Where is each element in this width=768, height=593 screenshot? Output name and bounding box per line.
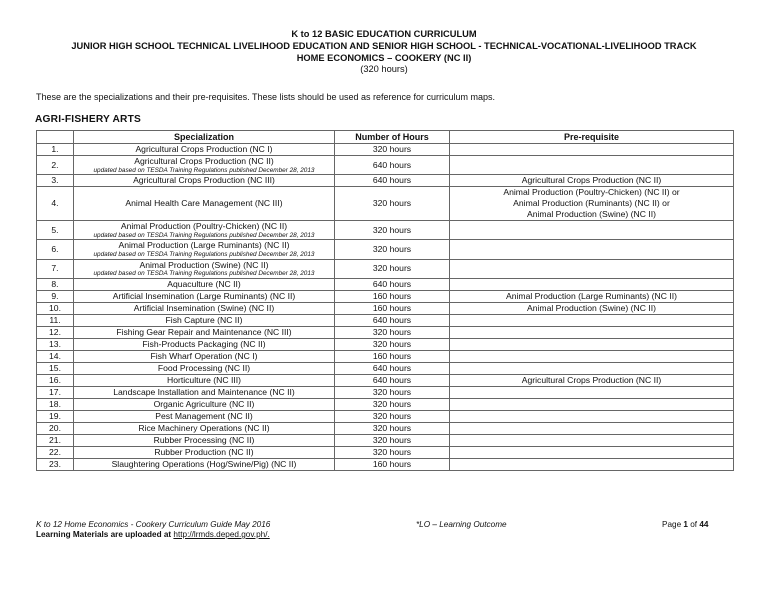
prerequisite-cell: [450, 314, 734, 326]
intro-paragraph: These are the specializations and their pre-requisites. These lists should be used as reference for curriculum maps.: [36, 92, 496, 102]
row-number-cell: 22.: [37, 446, 74, 458]
column-header-prerequisite: Pre-requisite: [450, 131, 734, 144]
table-row: [37, 350, 734, 362]
hours-cell: 320 hours: [335, 386, 450, 398]
specialization-cell: [74, 398, 335, 410]
prerequisite-cell: [450, 144, 734, 156]
hours-cell: 320 hours: [335, 144, 450, 156]
hours-cell: 640 hours: [335, 374, 450, 386]
table-row: [37, 386, 734, 398]
prerequisite-cell: [450, 240, 734, 259]
table-row: [37, 374, 734, 386]
specialization-text: Artificial Insemination (Large Ruminants) (NC II): [112, 291, 296, 302]
title-line-1: K to 12 BASIC EDUCATION CURRICULUM: [291, 29, 477, 39]
document-header: [0, 29, 768, 76]
title-hours: (320 hours): [360, 64, 408, 75]
specialization-cell: [74, 362, 335, 374]
prerequisite-cell: [450, 398, 734, 410]
specialization-note: updated based on TESDA Training Regulations published December 28, 2013: [93, 250, 315, 258]
specialization-text: Rubber Production (NC II): [154, 447, 254, 458]
section-heading: AGRI-FISHERY ARTS: [35, 114, 142, 125]
row-number-cell: 20.: [37, 422, 74, 434]
row-number-cell: 8.: [37, 278, 74, 290]
hours-cell: 320 hours: [335, 240, 450, 259]
table-row: [37, 326, 734, 338]
footer-materials-text: Learning Materials are uploaded at: [36, 530, 174, 539]
table-body: [37, 144, 734, 471]
lrmds-link[interactable]: http://lrmds.deped.gov.ph/.: [173, 530, 270, 539]
prerequisite-cell: [450, 278, 734, 290]
row-number-cell: 18.: [37, 398, 74, 410]
hours-cell: 160 hours: [335, 350, 450, 362]
specialization-text: Fish-Products Packaging (NC II): [142, 339, 266, 350]
specialization-cell: [74, 410, 335, 422]
table-row: [37, 362, 734, 374]
specialization-text: Fishing Gear Repair and Maintenance (NC III): [116, 327, 292, 338]
prerequisite-cell: [450, 259, 734, 278]
specialization-cell: [74, 240, 335, 259]
prerequisite-line: Animal Production (Ruminants) (NC II) or: [513, 198, 670, 209]
row-number-cell: 3.: [37, 175, 74, 187]
prerequisite-line: Animal Production (Large Ruminants) (NC II): [506, 291, 677, 302]
hours-cell: 160 hours: [335, 290, 450, 302]
row-number-cell: 17.: [37, 386, 74, 398]
row-number-cell: 11.: [37, 314, 74, 326]
specialization-text: Animal Production (Large Ruminants) (NC II): [118, 240, 290, 251]
table-row: [37, 422, 734, 434]
specialization-text: Rubber Processing (NC II): [153, 435, 255, 446]
specialization-cell: [74, 458, 335, 470]
prerequisite-cell: [450, 434, 734, 446]
row-number-cell: 5.: [37, 220, 74, 239]
table-row: [37, 290, 734, 302]
specialization-cell: [74, 386, 335, 398]
row-number-cell: 2.: [37, 156, 74, 175]
specialization-cell: [74, 175, 335, 187]
page-of-label: of: [687, 520, 700, 529]
hours-cell: 640 hours: [335, 156, 450, 175]
title-line-2: JUNIOR HIGH SCHOOL TECHNICAL LIVELIHOOD EDUCATION AND SENIOR HIGH SCHOOL - TECHNICAL-VOCATIONAL-LIVELIHOOD TRACK: [71, 40, 697, 51]
specialization-cell: [74, 259, 335, 278]
hours-cell: 320 hours: [335, 326, 450, 338]
specialization-cell: [74, 434, 335, 446]
table-row: [37, 458, 734, 470]
table-row: [37, 410, 734, 422]
table-row: [37, 259, 734, 278]
specialization-text: Agricultural Crops Production (NC II): [134, 156, 274, 166]
row-number-cell: 9.: [37, 290, 74, 302]
table-row: [37, 398, 734, 410]
table-row: [37, 446, 734, 458]
prerequisite-line: Animal Production (Swine) (NC II): [527, 208, 656, 219]
hours-cell: 320 hours: [335, 338, 450, 350]
specialization-text: Pest Management (NC II): [155, 411, 253, 422]
page-label: Page: [662, 520, 684, 529]
table-row: [37, 240, 734, 259]
prerequisite-cell: [450, 350, 734, 362]
specialization-text: Animal Production (Swine) (NC II): [139, 259, 269, 270]
prerequisite-cell: [450, 386, 734, 398]
prerequisite-cell: [450, 374, 734, 386]
specialization-cell: [74, 290, 335, 302]
prerequisite-cell: [450, 220, 734, 239]
specialization-cell: [74, 314, 335, 326]
hours-cell: 320 hours: [335, 446, 450, 458]
specialization-text: Landscape Installation and Maintenance (NC II): [113, 387, 295, 398]
table-row: [37, 434, 734, 446]
specialization-text: Aquaculture (NC II): [167, 279, 241, 290]
row-number-cell: 15.: [37, 362, 74, 374]
specialization-cell: [74, 220, 335, 239]
specialization-text: Animal Production (Poultry-Chicken) (NC II): [120, 220, 288, 231]
footer-materials-line: [36, 530, 270, 539]
column-header-hours: Number of Hours: [335, 131, 450, 144]
row-number-cell: 6.: [37, 240, 74, 259]
prerequisite-cell: [450, 175, 734, 187]
prerequisite-cell: [450, 410, 734, 422]
page-number-indicator: [662, 520, 708, 529]
row-number-cell: 19.: [37, 410, 74, 422]
specialization-text: Fish Wharf Operation (NC I): [150, 351, 258, 362]
footer-guide-title: K to 12 Home Economics - Cookery Curriculum Guide May 2016: [36, 520, 271, 529]
specialization-text: Agricultural Crops Production (NC I): [135, 144, 273, 155]
table-row: [37, 156, 734, 175]
row-number-cell: 7.: [37, 259, 74, 278]
specializations-table: [36, 130, 734, 471]
prerequisite-cell: [450, 302, 734, 314]
row-number-cell: 14.: [37, 350, 74, 362]
page-total: 44: [699, 520, 709, 529]
specialization-cell: [74, 350, 335, 362]
table-row: [37, 314, 734, 326]
specialization-note: updated based on TESDA Training Regulations published December 28, 2013: [93, 270, 315, 278]
hours-cell: 320 hours: [335, 220, 450, 239]
specialization-text: Rice Machinery Operations (NC II): [138, 423, 270, 434]
specialization-cell: [74, 278, 335, 290]
row-number-cell: 13.: [37, 338, 74, 350]
row-number-cell: 10.: [37, 302, 74, 314]
prerequisite-line: Animal Production (Swine) (NC II): [527, 303, 656, 314]
table-row: [37, 220, 734, 239]
specialization-cell: [74, 302, 335, 314]
hours-cell: 320 hours: [335, 187, 450, 220]
prerequisite-line: Agricultural Crops Production (NC II): [521, 375, 662, 386]
specialization-cell: [74, 187, 335, 220]
hours-cell: 160 hours: [335, 302, 450, 314]
hours-cell: 320 hours: [335, 434, 450, 446]
table-row: [37, 302, 734, 314]
row-number-cell: 1.: [37, 144, 74, 156]
table-row: [37, 278, 734, 290]
prerequisite-cell: [450, 458, 734, 470]
table-row: [37, 144, 734, 156]
specialization-cell: [74, 446, 335, 458]
hours-cell: 320 hours: [335, 398, 450, 410]
prerequisite-cell: [450, 446, 734, 458]
specialization-cell: [74, 144, 335, 156]
footer-lo-note: *LO – Learning Outcome: [416, 520, 507, 529]
column-header-number: [37, 131, 74, 144]
row-number-cell: 4.: [37, 187, 74, 220]
table-row: [37, 338, 734, 350]
prerequisite-cell: [450, 422, 734, 434]
column-header-specialization: Specialization: [74, 131, 335, 144]
specialization-text: Animal Health Care Management (NC III): [125, 198, 283, 209]
row-number-cell: 12.: [37, 326, 74, 338]
specialization-cell: [74, 326, 335, 338]
table-row: [37, 187, 734, 220]
title-line-3: HOME ECONOMICS – COOKERY (NC II): [296, 52, 472, 63]
specialization-cell: [74, 338, 335, 350]
specialization-cell: [74, 422, 335, 434]
specialization-cell: [74, 374, 335, 386]
prerequisite-cell: [450, 326, 734, 338]
hours-cell: 320 hours: [335, 259, 450, 278]
hours-cell: 640 hours: [335, 278, 450, 290]
hours-cell: 640 hours: [335, 175, 450, 187]
hours-cell: 640 hours: [335, 362, 450, 374]
prerequisite-cell: [450, 156, 734, 175]
page-current: 1: [683, 520, 688, 529]
prerequisite-line: Agricultural Crops Production (NC II): [521, 175, 662, 186]
specialization-cell: [74, 156, 335, 175]
specialization-note: updated based on TESDA Training Regulations published December 28, 2013: [93, 166, 315, 174]
hours-cell: 320 hours: [335, 422, 450, 434]
hours-cell: 640 hours: [335, 314, 450, 326]
specialization-text: Food Processing (NC II): [157, 363, 251, 374]
specialization-text: Agricultural Crops Production (NC III): [133, 175, 275, 186]
specialization-text: Horticulture (NC III): [166, 375, 241, 386]
hours-cell: 320 hours: [335, 410, 450, 422]
prerequisite-line: Animal Production (Poultry-Chicken) (NC II) or: [503, 187, 680, 198]
row-number-cell: 16.: [37, 374, 74, 386]
specialization-note: updated based on TESDA Training Regulations published December 28, 2013: [93, 231, 315, 239]
specialization-text: Organic Agriculture (NC II): [153, 399, 255, 410]
row-number-cell: 21.: [37, 434, 74, 446]
table-header-row: [37, 131, 734, 144]
prerequisite-cell: [450, 362, 734, 374]
hours-cell: 160 hours: [335, 458, 450, 470]
specialization-text: Artificial Insemination (Swine) (NC II): [133, 303, 275, 314]
prerequisite-cell: [450, 290, 734, 302]
row-number-cell: 23.: [37, 458, 74, 470]
prerequisite-cell: [450, 187, 734, 220]
table-row: [37, 175, 734, 187]
specialization-text: Slaughtering Operations (Hog/Swine/Pig) (NC II): [111, 459, 297, 470]
specialization-text: Fish Capture (NC II): [165, 315, 243, 326]
prerequisite-cell: [450, 338, 734, 350]
